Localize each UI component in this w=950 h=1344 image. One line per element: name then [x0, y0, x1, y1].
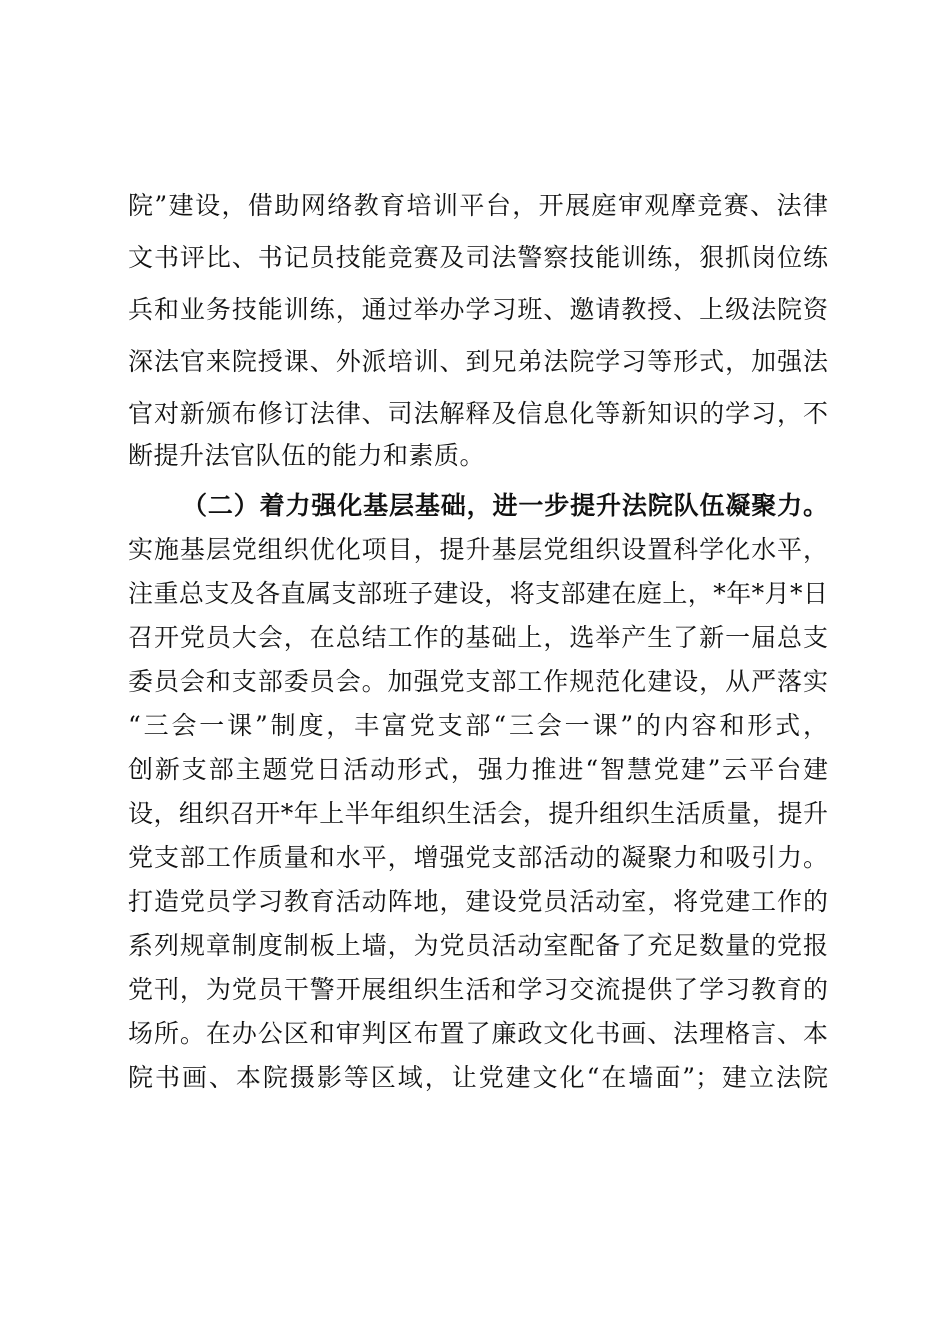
text-line-11: 委员会和支部委员会。加强党支部工作规范化建设，从严落实: [128, 667, 828, 696]
text-line-4: 深法官来院授课、外派培训、到兄弟法院学习等形式，加强法: [128, 347, 828, 376]
text-line-3: 兵和业务技能训练，通过举办学习班、邀请教授、上级法院资: [128, 295, 828, 324]
text-line-20: 院书画、本院摄影等区域，让党建文化“在墙面”；建立法院: [128, 1063, 828, 1092]
text-line-5: 官对新颁布修订法律、司法解释及信息化等新知识的学习，不: [128, 399, 828, 428]
text-line-10: 召开党员大会，在总结工作的基础上，选举产生了新一届总支: [128, 623, 828, 652]
text-line-18: 党刊，为党员干警开展组织生活和学习交流提供了学习教育的: [128, 975, 828, 1004]
text-line-2: 文书评比、书记员技能竞赛及司法警察技能训练，狠抓岗位练: [128, 243, 828, 272]
text-line-16: 打造党员学习教育活动阵地，建设党员活动室，将党建工作的: [128, 887, 828, 916]
text-line-14: 设，组织召开*年上半年组织生活会，提升组织生活质量，提升: [128, 799, 828, 828]
text-line-19: 场所。在办公区和审判区布置了廉政文化书画、法理格言、本: [128, 1019, 828, 1048]
text-line-6: 断提升法官队伍的能力和素质。: [128, 441, 486, 470]
text-line-9: 注重总支及各直属支部班子建设，将支部建在庭上，*年*月*日: [128, 579, 828, 608]
section-heading: （二）着力强化基层基础，进一步提升法院队伍凝聚力。: [182, 491, 828, 520]
text-line-17: 系列规章制度制板上墙，为党员活动室配备了充足数量的党报: [128, 931, 828, 960]
text-line-1: 院”建设，借助网络教育培训平台，开展庭审观摩竞赛、法律: [128, 191, 828, 220]
text-line-12: “三会一课”制度，丰富党支部“三会一课”的内容和形式，: [128, 711, 828, 740]
text-line-13: 创新支部主题党日活动形式，强力推进“智慧党建”云平台建: [128, 755, 828, 784]
text-line-15: 党支部工作质量和水平，增强党支部活动的凝聚力和吸引力。: [128, 843, 828, 872]
text-line-8: 实施基层党组织优化项目，提升基层党组织设置科学化水平，: [128, 535, 828, 564]
